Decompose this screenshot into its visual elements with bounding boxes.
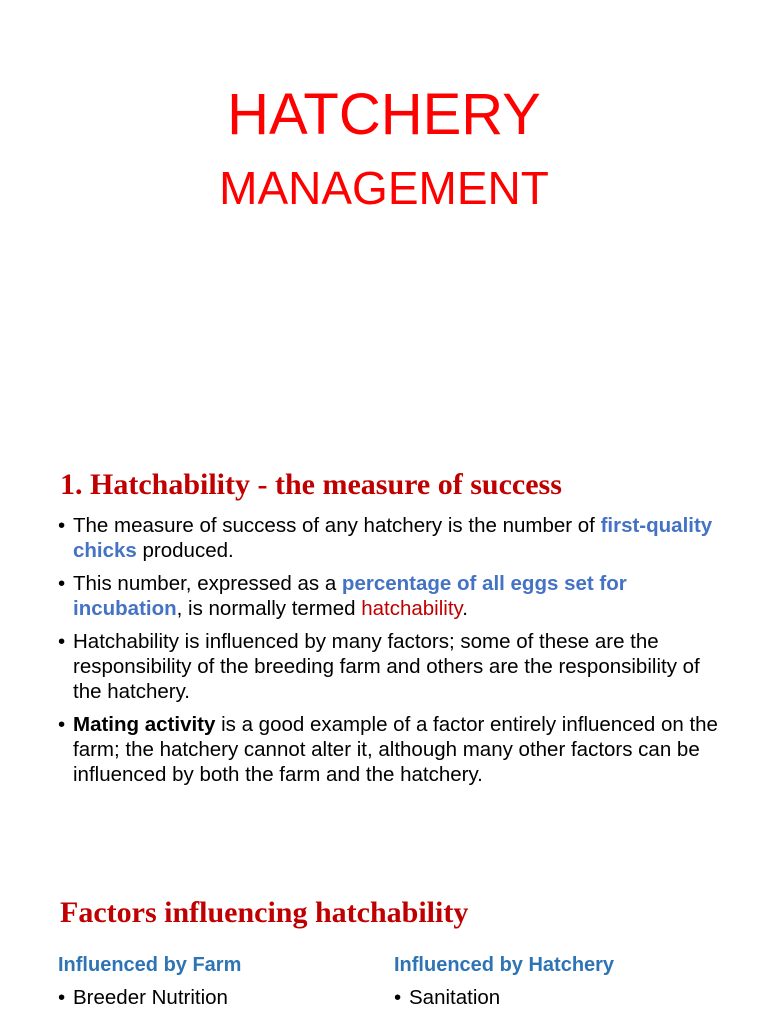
section-heading-factors: Factors influencing hatchability [60, 896, 469, 929]
title-line-1: HATCHERY [227, 82, 541, 147]
column-item-farm: • Breeder Nutrition [58, 984, 228, 1012]
column-item-hatchery: • Sanitation [394, 984, 500, 1012]
column-header-hatchery: Influenced by Hatchery [394, 954, 615, 976]
bullet-item [58, 712, 726, 787]
bullet-list [58, 513, 726, 795]
bullet-text: Hatchability is influenced by many factors; some of these are the responsibility of the breeding farm and others are the responsibility of the hatchery. [73, 630, 700, 703]
bullet-text: The measure of success of any hatchery is the number of [73, 514, 601, 537]
bullet-item [58, 571, 726, 621]
bullet-text: produced. [136, 539, 234, 562]
section-heading-hatchability: 1. Hatchability - the measure of success [60, 468, 562, 501]
column-header-farm: Influenced by Farm [58, 954, 242, 976]
bold-mating-activity: Mating activity [73, 713, 216, 736]
bullet-text: , is normally termed [176, 597, 362, 620]
bullet-item [58, 513, 726, 563]
bullet-item [58, 629, 726, 704]
title-line-2: MANAGEMENT [219, 162, 549, 214]
highlight-hatchability: hatchability [361, 597, 463, 620]
highlight-first-quality-chicks: first-quality chicks [73, 514, 713, 562]
bullet-text: is a good example of a factor entirely influenced on the farm; the hatchery cannot alter it, although many other factors can be influenced by both the farm and the hatchery. [73, 713, 718, 786]
bullet-text: . [462, 597, 468, 620]
bullet-text: This number, expressed as a [73, 572, 342, 595]
highlight-percentage: percentage of all eggs set for incubation [73, 572, 627, 620]
